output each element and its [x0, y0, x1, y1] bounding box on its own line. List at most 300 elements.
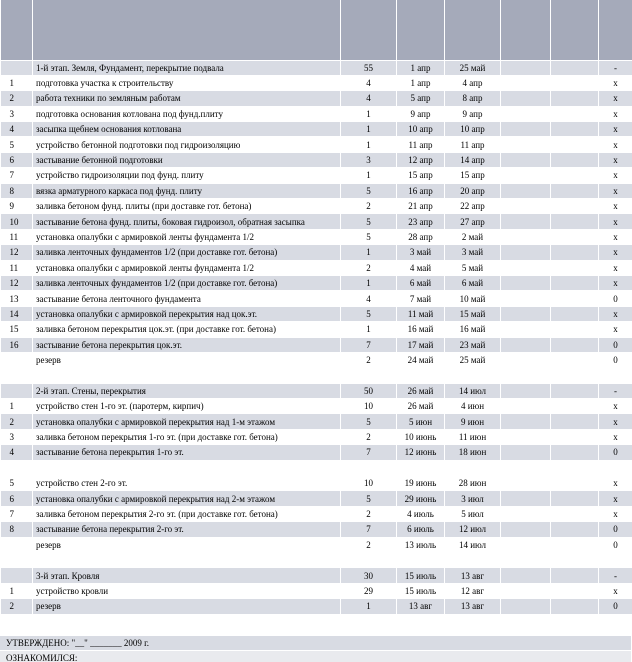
row-number: 11 [1, 229, 33, 244]
extra-cell-1 [501, 122, 551, 137]
task-name: устройство гидроизоляции под фунд. плиту [33, 168, 341, 183]
extra-cell-1 [501, 429, 551, 444]
header-cell-end [445, 0, 501, 60]
header-cell-name [33, 0, 341, 60]
task-end: 5 май [445, 260, 501, 275]
header-cell-mark [599, 0, 632, 60]
task-name: заливка бетоном фунд. плиты (при доставке гот. бетона) [33, 199, 341, 214]
spacer-row [1, 553, 632, 568]
task-duration: 7 [341, 522, 397, 537]
row-number: 7 [1, 506, 33, 521]
header-cell-extra1 [501, 0, 551, 60]
row-number [1, 60, 33, 75]
extra-cell-2 [551, 352, 599, 367]
task-duration: 10 [341, 476, 397, 491]
task-row [1, 245, 632, 260]
task-name: заливка ленточных фундаментов 1/2 (при доставке гот. бетона) [33, 275, 341, 290]
task-name: застывание бетонной подготовки [33, 152, 341, 167]
task-duration: 4 [341, 291, 397, 306]
footer-acquainted: ОЗНАКОМИЛСЯ: [0, 651, 632, 662]
footer-approved-row [0, 636, 632, 651]
task-end: 20 апр [445, 183, 501, 198]
extra-cell-1 [501, 75, 551, 90]
status-mark: 0 [599, 522, 632, 537]
extra-cell-2 [551, 152, 599, 167]
extra-cell-2 [551, 214, 599, 229]
task-end: 4 июн [445, 399, 501, 414]
extra-cell-1 [501, 91, 551, 106]
task-row [1, 183, 632, 198]
status-mark: 0 [599, 291, 632, 306]
task-duration: 55 [341, 60, 397, 75]
extra-cell-1 [501, 245, 551, 260]
task-end [445, 368, 501, 383]
extra-cell-1 [501, 306, 551, 321]
extra-cell-2 [551, 522, 599, 537]
status-mark: x [599, 199, 632, 214]
task-duration: 5 [341, 229, 397, 244]
extra-cell-1 [501, 522, 551, 537]
task-duration: 1 [341, 106, 397, 121]
task-end: 3 май [445, 245, 501, 260]
status-mark: - [599, 60, 632, 75]
task-duration: 2 [341, 506, 397, 521]
spacer-row [1, 368, 632, 383]
task-name: резерв [33, 352, 341, 367]
task-start: 16 май [397, 322, 445, 337]
task-start: 5 июн [397, 414, 445, 429]
row-number: 14 [1, 306, 33, 321]
task-duration: 30 [341, 568, 397, 583]
row-number: 15 [1, 322, 33, 337]
extra-cell-1 [501, 491, 551, 506]
extra-cell-1 [501, 414, 551, 429]
task-duration: 29 [341, 583, 397, 598]
task-duration [341, 614, 397, 629]
task-start: 12 июнь [397, 445, 445, 460]
task-row [1, 152, 632, 167]
task-end: 11 апр [445, 137, 501, 152]
row-number [1, 352, 33, 367]
task-end [445, 460, 501, 475]
status-mark: x [599, 583, 632, 598]
task-name [33, 553, 341, 568]
row-number: 5 [1, 476, 33, 491]
extra-cell-1 [501, 568, 551, 583]
row-number: 6 [1, 491, 33, 506]
task-end: 12 июл [445, 522, 501, 537]
status-mark [599, 553, 632, 568]
task-start: 15 июль [397, 583, 445, 598]
extra-cell-1 [501, 383, 551, 398]
task-row [1, 322, 632, 337]
task-name: резерв [33, 599, 341, 614]
task-start: 15 апр [397, 168, 445, 183]
extra-cell-1 [501, 291, 551, 306]
extra-cell-1 [501, 476, 551, 491]
footer-approved: УТВЕРЖДЕНО: "__" _______ 2009 г. [0, 636, 632, 651]
task-duration: 4 [341, 91, 397, 106]
task-row [1, 214, 632, 229]
task-start: 24 май [397, 352, 445, 367]
task-end: 9 июн [445, 414, 501, 429]
extra-cell-2 [551, 583, 599, 598]
task-end: 10 май [445, 291, 501, 306]
task-row [1, 522, 632, 537]
task-name [33, 368, 341, 383]
status-mark: x [599, 429, 632, 444]
row-number: 12 [1, 245, 33, 260]
task-duration: 4 [341, 75, 397, 90]
status-mark: x [599, 506, 632, 521]
task-start: 11 май [397, 306, 445, 321]
task-start: 17 май [397, 337, 445, 352]
status-mark: x [599, 306, 632, 321]
task-name: работа техники по земляным работам [33, 91, 341, 106]
spacer-row [1, 460, 632, 475]
phase-row [1, 383, 632, 398]
row-number: 5 [1, 137, 33, 152]
task-end: 14 апр [445, 152, 501, 167]
task-name: резерв [33, 537, 341, 552]
row-number [1, 383, 33, 398]
task-end: 23 май [445, 337, 501, 352]
extra-cell-2 [551, 168, 599, 183]
extra-cell-2 [551, 60, 599, 75]
row-number: 1 [1, 583, 33, 598]
task-name: застывание бетона перекрытия 1-го эт. [33, 445, 341, 460]
task-start: 13 авг [397, 599, 445, 614]
status-mark: - [599, 383, 632, 398]
task-row [1, 414, 632, 429]
task-end: 14 июл [445, 383, 501, 398]
task-end: 13 авг [445, 599, 501, 614]
task-row [1, 506, 632, 521]
status-mark: - [599, 568, 632, 583]
task-end: 10 апр [445, 122, 501, 137]
task-start: 10 июнь [397, 429, 445, 444]
extra-cell-1 [501, 260, 551, 275]
task-start: 23 апр [397, 214, 445, 229]
row-number: 1 [1, 75, 33, 90]
extra-cell-1 [501, 152, 551, 167]
status-mark [599, 614, 632, 629]
extra-cell-2 [551, 460, 599, 475]
status-mark: x [599, 322, 632, 337]
row-number: 3 [1, 429, 33, 444]
status-mark: x [599, 183, 632, 198]
extra-cell-2 [551, 75, 599, 90]
task-name: застывание бетона ленточного фундамента [33, 291, 341, 306]
extra-cell-2 [551, 183, 599, 198]
row-number: 3 [1, 106, 33, 121]
task-duration: 5 [341, 306, 397, 321]
task-row [1, 583, 632, 598]
phase-row [1, 60, 632, 75]
extra-cell-2 [551, 122, 599, 137]
task-duration: 1 [341, 137, 397, 152]
task-duration [341, 368, 397, 383]
task-start: 3 май [397, 245, 445, 260]
task-end: 12 авг [445, 583, 501, 598]
task-name: установка опалубки с армировкой перекрытия над 2-м этажом [33, 491, 341, 506]
task-start: 26 май [397, 383, 445, 398]
extra-cell-2 [551, 491, 599, 506]
task-name: заливка бетоном перекрытия 1-го эт. (при доставке гот. бетона) [33, 429, 341, 444]
row-number: 2 [1, 599, 33, 614]
task-end: 22 апр [445, 199, 501, 214]
extra-cell-2 [551, 599, 599, 614]
task-name: вязка арматурного каркаса под фунд. плиту [33, 183, 341, 198]
task-duration: 2 [341, 352, 397, 367]
task-start: 4 июль [397, 506, 445, 521]
extra-cell-1 [501, 137, 551, 152]
extra-cell-2 [551, 137, 599, 152]
task-name: заливка ленточных фундаментов 1/2 (при доставке гот. бетона) [33, 245, 341, 260]
task-end: 8 апр [445, 91, 501, 106]
extra-cell-2 [551, 306, 599, 321]
task-start: 19 июнь [397, 476, 445, 491]
task-name [33, 614, 341, 629]
task-end: 15 май [445, 306, 501, 321]
extra-cell-2 [551, 506, 599, 521]
status-mark: x [599, 91, 632, 106]
extra-cell-1 [501, 460, 551, 475]
status-mark: 0 [599, 337, 632, 352]
extra-cell-1 [501, 199, 551, 214]
task-row [1, 537, 632, 552]
row-number: 2 [1, 414, 33, 429]
row-number: 1 [1, 399, 33, 414]
extra-cell-1 [501, 168, 551, 183]
row-number [1, 537, 33, 552]
extra-cell-2 [551, 614, 599, 629]
task-start: 11 апр [397, 137, 445, 152]
task-name: устройство стен 1-го эт. (паротерм, кирпич) [33, 399, 341, 414]
task-row [1, 337, 632, 352]
extra-cell-2 [551, 383, 599, 398]
task-duration: 5 [341, 414, 397, 429]
task-name: устройство кровли [33, 583, 341, 598]
extra-cell-1 [501, 368, 551, 383]
row-number [1, 568, 33, 583]
task-name: установка опалубки с армировкой перекрытия над 1-м этажом [33, 414, 341, 429]
task-end: 25 май [445, 60, 501, 75]
task-row [1, 168, 632, 183]
task-row [1, 291, 632, 306]
task-start: 28 апр [397, 229, 445, 244]
extra-cell-1 [501, 506, 551, 521]
task-name: заливка бетоном перекрытия цок.эт. (при доставке гот. бетона) [33, 322, 341, 337]
task-start [397, 460, 445, 475]
task-duration: 1 [341, 122, 397, 137]
task-start: 6 июль [397, 522, 445, 537]
task-start: 1 апр [397, 75, 445, 90]
extra-cell-2 [551, 445, 599, 460]
task-row [1, 399, 632, 414]
row-number: 9 [1, 199, 33, 214]
task-start: 7 май [397, 291, 445, 306]
status-mark: x [599, 168, 632, 183]
task-duration: 10 [341, 399, 397, 414]
task-row [1, 75, 632, 90]
task-duration: 2 [341, 429, 397, 444]
row-number: 4 [1, 122, 33, 137]
extra-cell-1 [501, 399, 551, 414]
extra-cell-1 [501, 337, 551, 352]
status-mark: 0 [599, 445, 632, 460]
footer-table [0, 636, 632, 662]
task-row [1, 306, 632, 321]
task-start: 16 апр [397, 183, 445, 198]
task-end: 2 май [445, 229, 501, 244]
task-end: 3 июл [445, 491, 501, 506]
task-name: устройство стен 2-го эт. [33, 476, 341, 491]
task-row [1, 91, 632, 106]
extra-cell-1 [501, 183, 551, 198]
extra-cell-2 [551, 414, 599, 429]
task-name: 1-й этап. Земля, Фундамент, перекрытие подвала [33, 60, 341, 75]
task-start: 10 апр [397, 122, 445, 137]
status-mark: x [599, 245, 632, 260]
task-duration: 5 [341, 214, 397, 229]
extra-cell-1 [501, 445, 551, 460]
header-cell-start [397, 0, 445, 60]
status-mark: x [599, 137, 632, 152]
extra-cell-1 [501, 214, 551, 229]
status-mark: x [599, 491, 632, 506]
task-name: установка опалубки с армировкой ленты фундамента 1/2 [33, 260, 341, 275]
row-number: 10 [1, 214, 33, 229]
status-mark: 0 [599, 537, 632, 552]
task-name: заливка бетоном перекрытия 2-го эт. (при доставке гот. бетона) [33, 506, 341, 521]
task-duration: 2 [341, 260, 397, 275]
task-duration: 5 [341, 183, 397, 198]
task-duration [341, 460, 397, 475]
task-end [445, 614, 501, 629]
extra-cell-2 [551, 91, 599, 106]
row-number: 8 [1, 183, 33, 198]
status-mark: x [599, 229, 632, 244]
extra-cell-2 [551, 106, 599, 121]
status-mark: x [599, 214, 632, 229]
extra-cell-1 [501, 275, 551, 290]
task-start: 26 май [397, 399, 445, 414]
task-end: 5 июл [445, 506, 501, 521]
task-start: 12 апр [397, 152, 445, 167]
task-start: 15 июль [397, 568, 445, 583]
footer-acquainted-row [0, 651, 632, 662]
phase-row [1, 568, 632, 583]
task-row [1, 352, 632, 367]
row-number: 16 [1, 337, 33, 352]
task-duration: 1 [341, 599, 397, 614]
task-name: 2-й этап. Стены, перекрытия [33, 383, 341, 398]
row-number: 6 [1, 152, 33, 167]
task-row [1, 199, 632, 214]
status-mark [599, 460, 632, 475]
extra-cell-1 [501, 322, 551, 337]
extra-cell-1 [501, 599, 551, 614]
extra-cell-2 [551, 553, 599, 568]
task-row [1, 260, 632, 275]
header-cell-duration [341, 0, 397, 60]
task-row [1, 599, 632, 614]
status-mark: 0 [599, 352, 632, 367]
row-number: 8 [1, 522, 33, 537]
extra-cell-1 [501, 60, 551, 75]
extra-cell-2 [551, 275, 599, 290]
task-row [1, 429, 632, 444]
row-number: 4 [1, 445, 33, 460]
task-duration: 1 [341, 275, 397, 290]
extra-cell-2 [551, 568, 599, 583]
task-end: 16 май [445, 322, 501, 337]
row-number: 12 [1, 275, 33, 290]
extra-cell-2 [551, 322, 599, 337]
task-row [1, 137, 632, 152]
task-end: 28 июн [445, 476, 501, 491]
task-name: установка опалубки с армировкой ленты фундамента 1/2 [33, 229, 341, 244]
row-number: 13 [1, 291, 33, 306]
task-start: 4 май [397, 260, 445, 275]
status-mark: x [599, 75, 632, 90]
task-duration: 1 [341, 245, 397, 260]
row-number: 7 [1, 168, 33, 183]
task-name: подготовка основания котлована под фунд.плиту [33, 106, 341, 121]
task-name: устройство бетонной подготовки под гидроизоляцию [33, 137, 341, 152]
task-end [445, 553, 501, 568]
status-mark: x [599, 106, 632, 121]
task-start: 5 апр [397, 91, 445, 106]
task-name: 3-й этап. Кровля [33, 568, 341, 583]
task-end: 13 авг [445, 568, 501, 583]
task-start: 9 апр [397, 106, 445, 121]
row-number [1, 368, 33, 383]
task-duration: 50 [341, 383, 397, 398]
task-duration: 7 [341, 445, 397, 460]
header-cell-num [1, 0, 33, 60]
spacer-row [1, 614, 632, 629]
header-row [1, 0, 632, 60]
task-row [1, 476, 632, 491]
extra-cell-2 [551, 429, 599, 444]
status-mark: x [599, 399, 632, 414]
task-start: 21 апр [397, 199, 445, 214]
task-row [1, 445, 632, 460]
extra-cell-1 [501, 537, 551, 552]
status-mark: x [599, 122, 632, 137]
extra-cell-1 [501, 229, 551, 244]
task-name: засыпка щебнем основания котлована [33, 122, 341, 137]
task-name: подготовка участка к строительству [33, 75, 341, 90]
task-end: 27 апр [445, 214, 501, 229]
task-name [33, 460, 341, 475]
status-mark: x [599, 260, 632, 275]
task-start [397, 368, 445, 383]
extra-cell-1 [501, 352, 551, 367]
extra-cell-1 [501, 614, 551, 629]
extra-cell-2 [551, 337, 599, 352]
extra-cell-1 [501, 106, 551, 121]
extra-cell-2 [551, 537, 599, 552]
task-duration: 7 [341, 337, 397, 352]
task-row [1, 122, 632, 137]
row-number [1, 614, 33, 629]
extra-cell-2 [551, 229, 599, 244]
task-row [1, 229, 632, 244]
extra-cell-1 [501, 553, 551, 568]
